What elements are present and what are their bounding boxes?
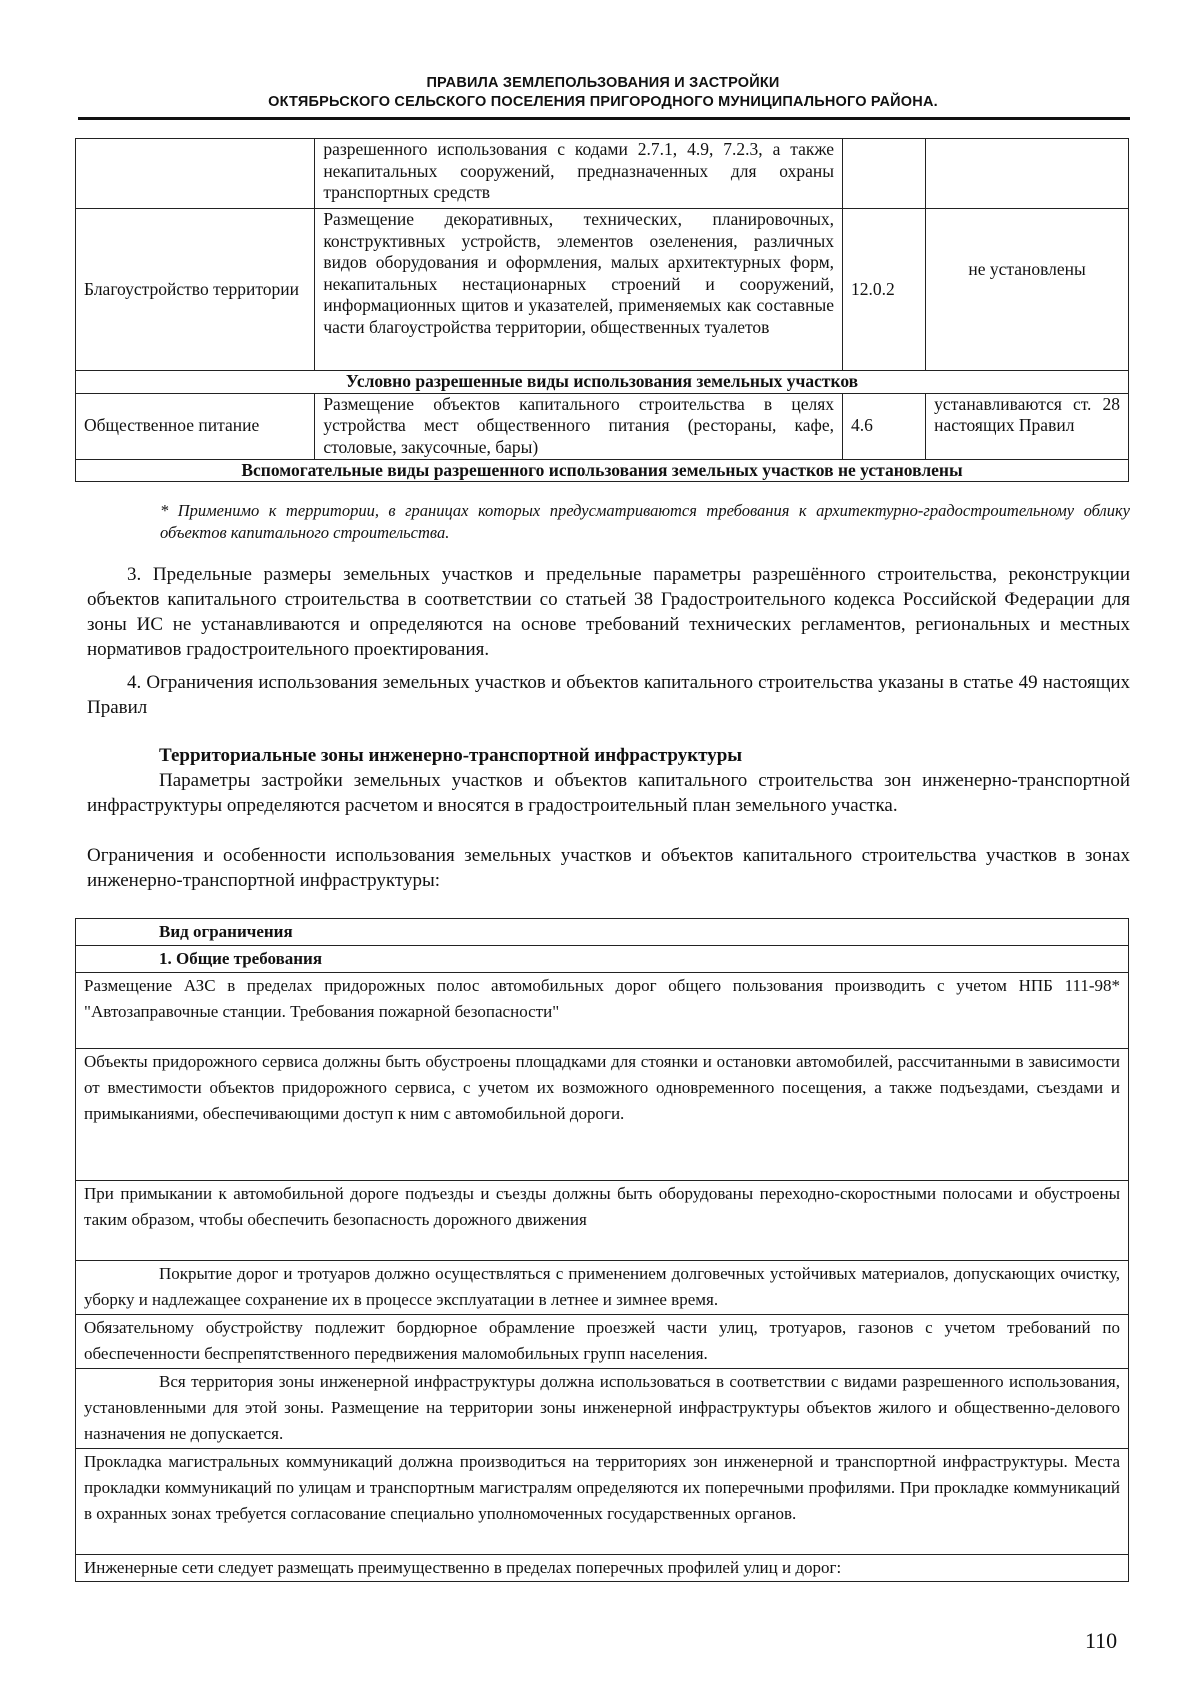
table-row — [76, 1555, 1129, 1582]
table-row — [76, 209, 1129, 371]
use-type-name: Общественное питание — [76, 393, 315, 459]
paragraph-4: 4. Ограничения использования земельных участков и объектов капитального строительства указаны в статье 49 настоящих Правил — [87, 672, 1130, 718]
table-cell — [926, 139, 1129, 209]
table-row — [76, 1181, 1129, 1261]
general-requirements-heading: 1. Общие требования — [76, 946, 1129, 973]
table-cell — [843, 139, 926, 209]
table-row — [76, 973, 1129, 1049]
page-number: 110 — [1085, 1628, 1118, 1653]
restriction-item: Обязательному обустройству подлежит бордюрное обрамление проезжей части улиц, тротуаров, газонов с учетом требований по обеспеченности беспрепятственного передвижения маломобильных групп населения. — [76, 1315, 1129, 1369]
use-type-name: Благоустройство территории — [76, 209, 315, 371]
table-row — [76, 1369, 1129, 1449]
footnote: * Применимо к территории, в границах которых предусматриваются требования к архитектурно-градостроительному облику объектов капитального строительства. — [160, 501, 1130, 542]
restriction-item: При примыкании к автомобильной дороге подъезды и съезды должны быть оборудованы переходно-скоростными полосами и обустроены таким образом, чтобы обеспечить безопасность дорожного движения — [76, 1181, 1129, 1261]
restriction-item: Прокладка магистральных коммуникаций должна производиться на территориях зон инженерной и транспортной инфраструктуры. Места прокладки коммуникаций по улицам и транспортным магистралям определяются их поперечными профилями. При прокладке коммуникаций в охранных зонах требуется согласование специально уполномоченных государственных органов. — [76, 1449, 1129, 1555]
table-section-row — [76, 946, 1129, 973]
table-row — [76, 1315, 1129, 1369]
restriction-item: Инженерные сети следует размещать преимущественно в пределах поперечных профилей улиц и дорог: — [76, 1555, 1129, 1582]
use-type-params: устанавливаются ст. 28 настоящих Правил — [926, 393, 1129, 459]
use-type-description: Размещение объектов капитального строительства в целях устройства мест общественного питания (рестораны, кафе, столовые, закусочные, бары) — [315, 393, 843, 459]
table-row — [76, 1261, 1129, 1315]
section-title: Территориальные зоны инженерно-транспортной инфраструктуры — [159, 745, 743, 766]
table-row — [76, 1449, 1129, 1555]
restrictions-header: Вид ограничения — [76, 919, 1129, 946]
header-rule — [78, 117, 1130, 120]
table-section-row — [76, 459, 1129, 482]
table-row — [76, 139, 1129, 209]
restrictions-intro: Ограничения и особенности использования земельных участков и объектов капитального строительства участков в зонах инженерно-транспортной инфраструктуры: — [87, 845, 1130, 891]
conditional-uses-heading: Условно разрешенные виды использования земельных участков — [76, 371, 1129, 394]
table-section-row — [76, 371, 1129, 394]
paragraph-3: 3. Предельные размеры земельных участков и предельные параметры разрешённого строительства, реконструкции объектов капитального строительства в соответствии со статьей 38 Градостроительного кодекса Российской Федерации для зоны ИС не устанавливаются и определяются на основе требований технических регламентов, региональных и местных нормативов градостроительного проектирования. — [87, 564, 1130, 660]
auxiliary-uses-heading: Вспомогательные виды разрешенного использования земельных участков не установлены — [76, 459, 1129, 482]
table-cell: разрешенного использования с кодами 2.7.1, 4.9, 7.2.3, а также некапитальных сооружений, предназначенных для охраны транспортных средств — [315, 139, 843, 209]
use-type-code: 4.6 — [843, 393, 926, 459]
restriction-item: Объекты придорожного сервиса должны быть обустроены площадками для стоянки и остановки автомобилей, рассчитанными в зависимости от вместимости объектов придорожного сервиса, с учетом их возможного одновременного посещения, а также подъездами, съездами и примыканиями, обеспечивающими доступ к ним с автомобильной дороги. — [76, 1049, 1129, 1181]
use-type-params: не установлены — [926, 209, 1129, 371]
use-type-code: 12.0.2 — [843, 209, 926, 371]
header-line-1: ПРАВИЛА ЗЕМЛЕПОЛЬЗОВАНИЯ И ЗАСТРОЙКИ — [426, 75, 780, 91]
table-cell — [76, 139, 315, 209]
table-row — [76, 393, 1129, 459]
restriction-item: Вся территория зоны инженерной инфраструктуры должна использоваться в соответствии с видами разрешенного использования, установленными для этой зоны. Размещение на территории зоны инженерной инфраструктуры объектов жилого и общественно-делового назначения не допускается. — [76, 1369, 1129, 1449]
table-row — [76, 1049, 1129, 1181]
page-header — [78, 74, 1128, 112]
use-type-description: Размещение декоративных, технических, планировочных, конструктивных устройств, элементов озеленения, различных видов оборудования и оформления, малых архитектурных форм, некапитальных нестационарных строений и сооружений, информационных щитов и указателей, применяемых как составные части благоустройства территории, общественных туалетов — [315, 209, 843, 371]
restriction-item: Покрытие дорог и тротуаров должно осуществляться с применением долговечных устойчивых материалов, допускающих очистку, уборку и надлежащее сохранение их в процессе эксплуатации в летнее и зимнее время. — [76, 1261, 1129, 1315]
table-header-row — [76, 919, 1129, 946]
restrictions-table — [75, 918, 1129, 1582]
header-line-2: ОКТЯБРЬСКОГО СЕЛЬСКОГО ПОСЕЛЕНИЯ ПРИГОРОДНОГО МУНИЦИПАЛЬНОГО РАЙОНА. — [268, 94, 938, 110]
restriction-item: Размещение АЗС в пределах придорожных полос автомобильных дорог общего пользования производить с учетом НПБ 111-98* "Автозаправочные станции. Требования пожарной безопасности" — [76, 973, 1129, 1049]
land-use-table — [75, 138, 1129, 482]
params-paragraph: Параметры застройки земельных участков и объектов капитального строительства зон инженерно-транспортной инфраструктуры определяются расчетом и вносятся в градостроительный план земельного участка. — [87, 770, 1130, 816]
